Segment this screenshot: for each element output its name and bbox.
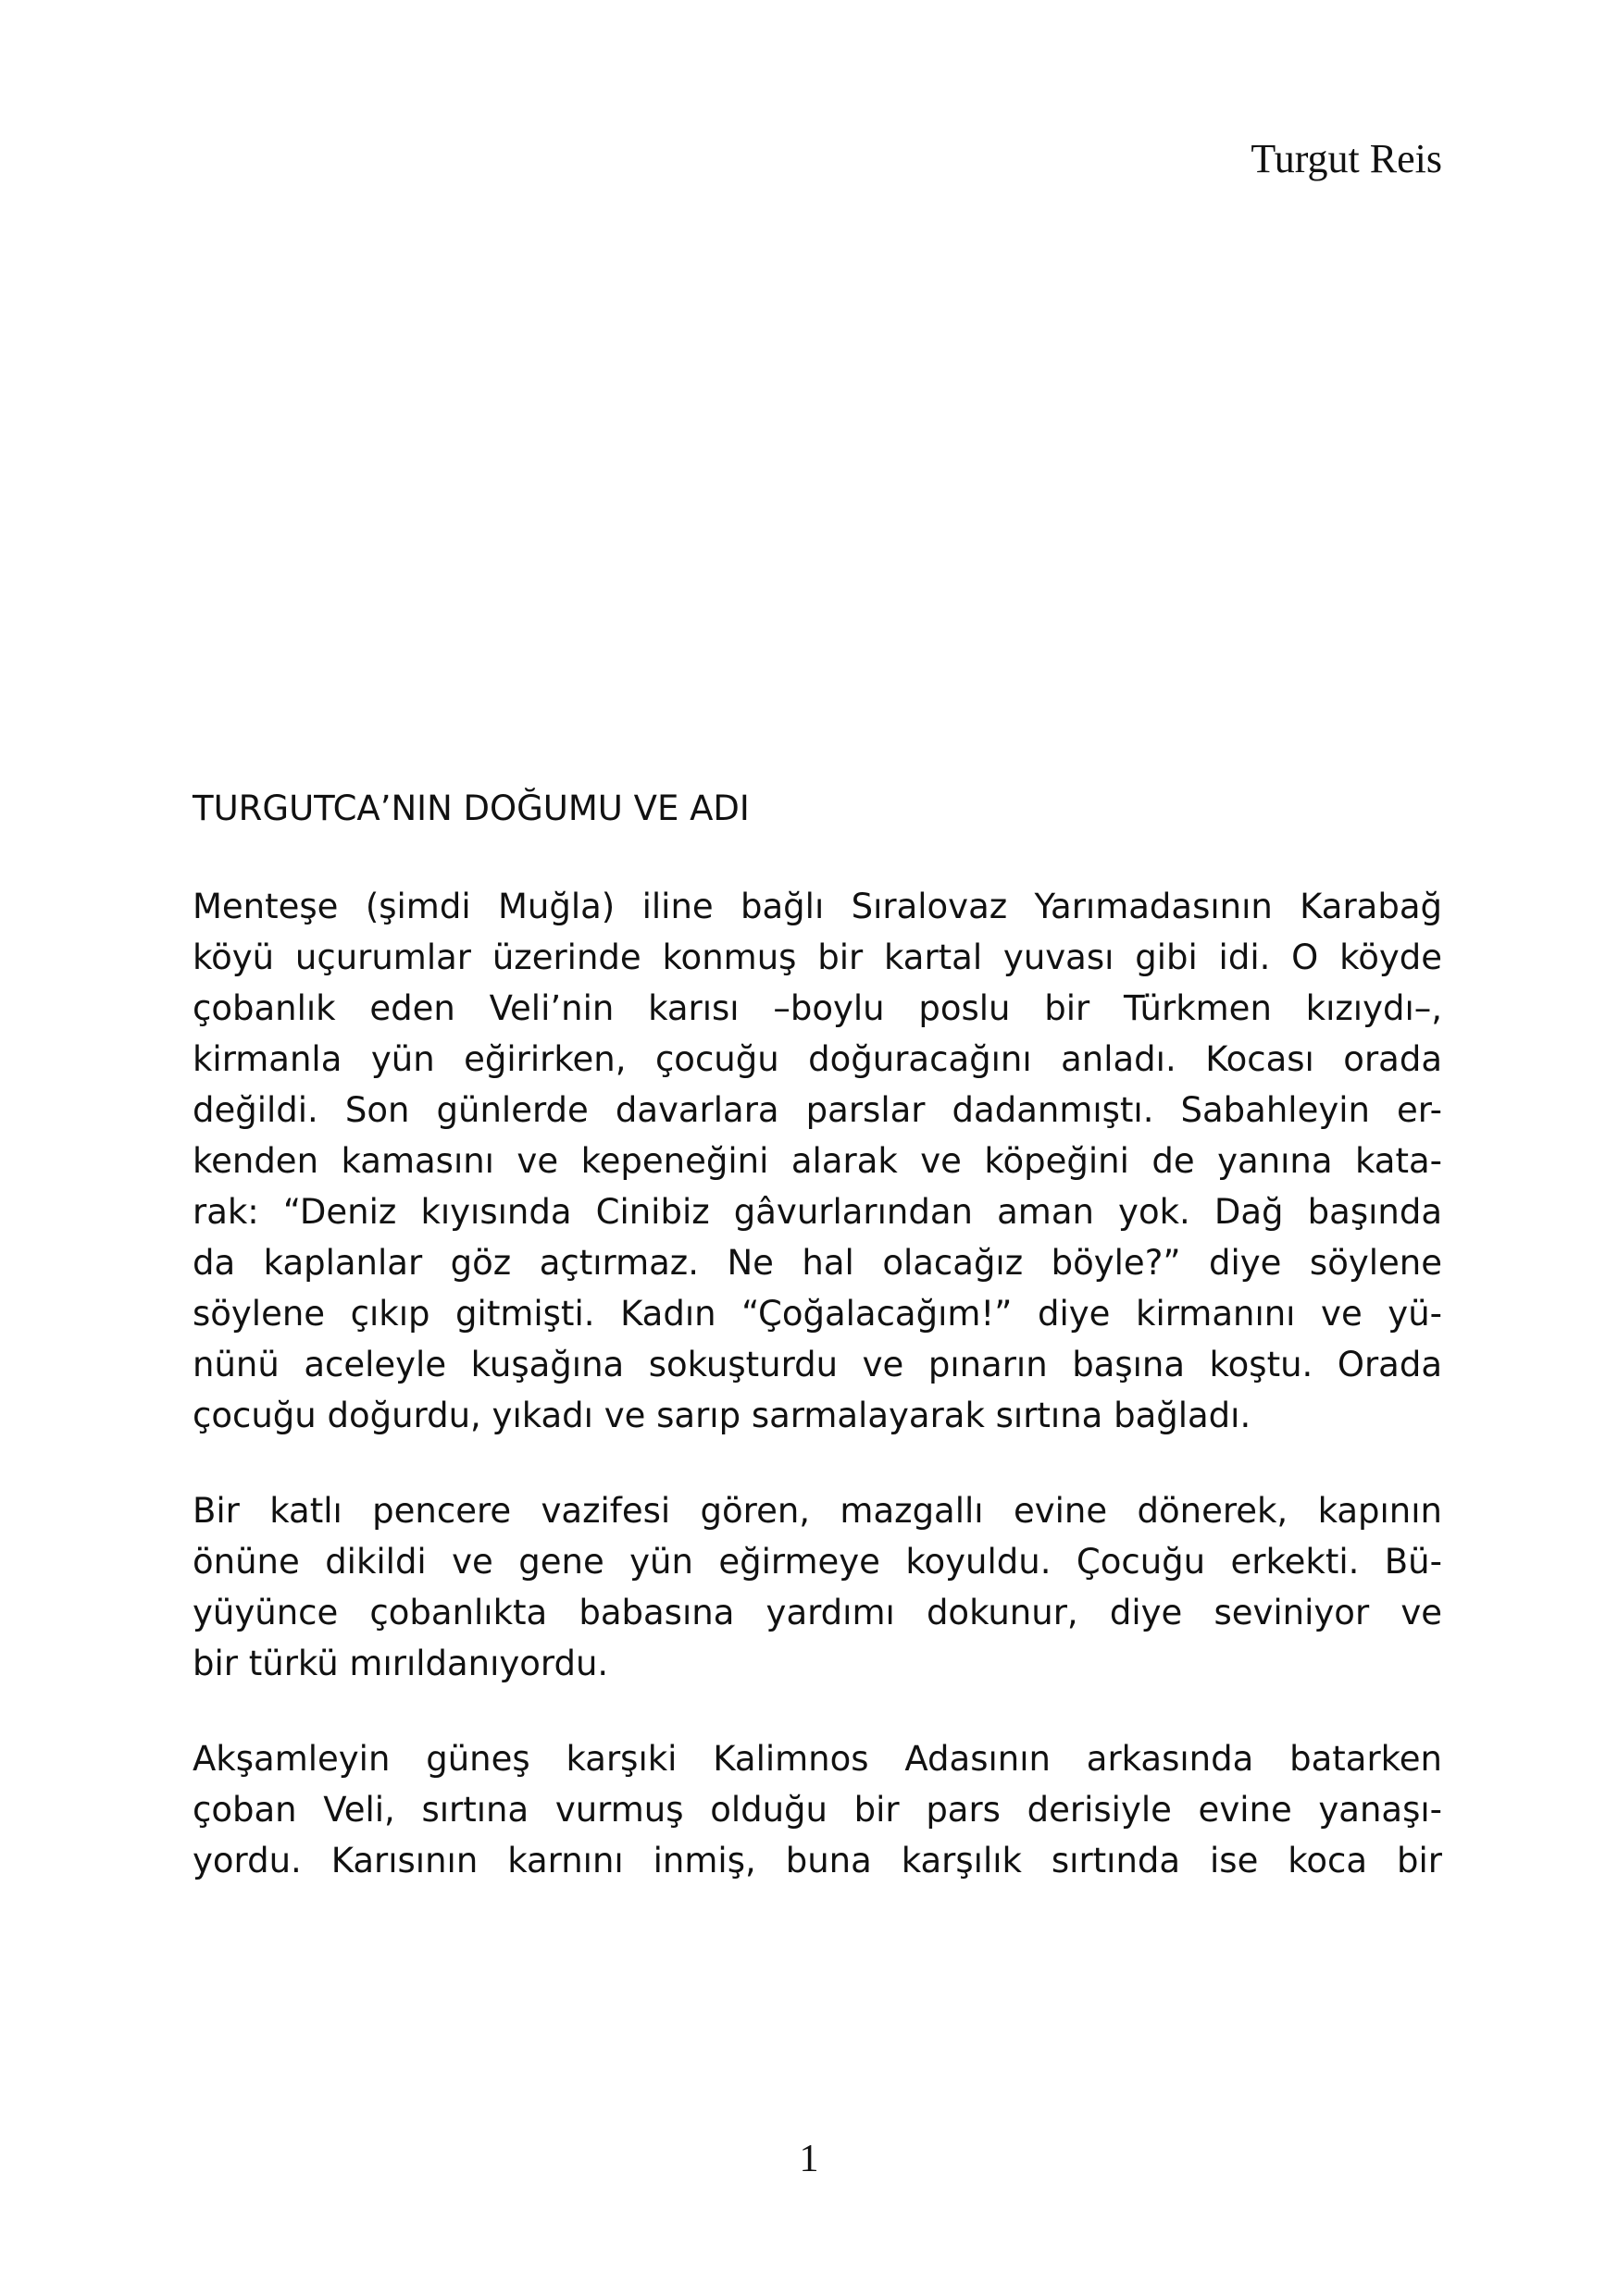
text-line: kirmanla yün eğirirken, çocuğu doğuracağını anladı. Kocası orada [193, 1039, 1442, 1079]
text-line: değildi. Son günlerde davarlara parslar dadanmıştı. Sabahleyin er- [193, 1090, 1442, 1130]
text-line: söylene çıkıp gitmişti. Kadın “Çoğalacağım!” diye kirmanını ve yü- [193, 1294, 1442, 1334]
paragraph-1 [193, 881, 1442, 1441]
text-line: Bir katlı pencere vazifesi gören, mazgallı evine dönerek, kapının [193, 1491, 1442, 1531]
text-line: Akşamleyin güneş karşıki Kalimnos Adasının arkasında batarken [193, 1739, 1442, 1779]
chapter-title: TURGUTCA’NIN DOĞUMU VE ADI [193, 788, 750, 828]
text-line: köyü uçurumlar üzerinde konmuş bir kartal yuvası gibi idi. O köyde [193, 937, 1442, 977]
text-line: kenden kamasını ve kepeneğini alarak ve köpeğini de yanına kata- [193, 1141, 1442, 1181]
text-line: çocuğu doğurdu, yıkadı ve sarıp sarmalayarak sırtına bağladı. [193, 1396, 1251, 1435]
text-line: Menteşe (şimdi Muğla) iline bağlı Sıralovaz Yarımadasının Karabağ [193, 887, 1442, 926]
text-line: önüne dikildi ve gene yün eğirmeye koyuldu. Çocuğu erkekti. Bü- [193, 1542, 1442, 1582]
text-line: rak: “Deniz kıyısında Cinibiz gâvurlarından aman yok. Dağ başında [193, 1192, 1442, 1232]
paragraph-2 [193, 1485, 1442, 1689]
running-header: Turgut Reis [1251, 136, 1442, 181]
text-line: da kaplanlar göz açtırmaz. Ne hal olacağız böyle?” diye söylene [193, 1243, 1442, 1283]
text-line: bir türkü mırıldanıyordu. [193, 1644, 609, 1683]
text-line: çoban Veli, sırtına vurmuş olduğu bir pars derisiyle evine yanaşı- [193, 1790, 1442, 1830]
text-line: yordu. Karısının karnını inmiş, buna karşılık sırtında ise koca bir [193, 1841, 1442, 1880]
page-number: 1 [799, 2138, 819, 2180]
text-line: çobanlık eden Veli’nin karısı –boylu poslu bir Türkmen kızıydı–, [193, 988, 1442, 1028]
paragraph-3 [193, 1733, 1442, 1886]
page-body [193, 785, 1442, 1930]
text-line: nünü aceleyle kuşağına sokuşturdu ve pınarın başına koştu. Orada [193, 1345, 1442, 1384]
text-line: yüyünce çobanlıkta babasına yardımı dokunur, diye seviniyor ve [193, 1593, 1442, 1632]
